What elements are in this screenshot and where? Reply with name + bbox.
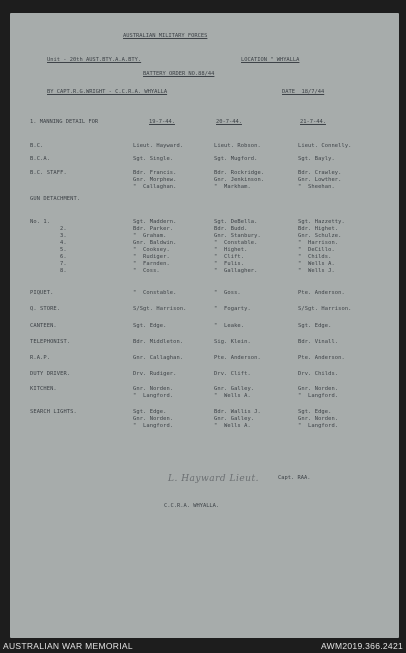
duty-cell [133, 323, 166, 330]
duty-entry: Sgt. Single. [133, 156, 174, 162]
row-label: B.C.A. [30, 156, 51, 162]
duty-cell [133, 156, 173, 163]
duty-cell [133, 339, 183, 346]
duty-cell [298, 306, 352, 313]
gun-number: 2. [60, 226, 67, 232]
row-label: No. 1. [30, 219, 51, 225]
duty-entry: Pte. Anderson. [298, 290, 345, 296]
duty-cell [214, 371, 251, 378]
duty-cell [133, 371, 177, 378]
duty-entry: Pte. Anderson. [298, 355, 345, 361]
duty-cell [298, 323, 331, 330]
date-col-1: 19-7-44. [149, 119, 175, 125]
duty-entry: Bdr. Middleton. [133, 339, 184, 345]
duty-cell [214, 355, 261, 362]
duty-entry: S/Sgt. Harrison. [133, 306, 187, 312]
duty-entry: " Callaghan. [133, 184, 177, 190]
duty-cell [133, 143, 183, 150]
duty-entry: Gnr. Norden. [133, 416, 174, 422]
duty-cell [214, 143, 261, 150]
duty-cell [133, 355, 183, 362]
duty-entry: Sgt. Edge. [298, 323, 332, 329]
duty-entry: Sgt. Edge. [133, 323, 167, 329]
duty-entry: " Langford. [298, 393, 339, 399]
row-label: R.A.P. [30, 355, 51, 361]
duty-entry: " Wells A. [214, 393, 251, 399]
row-label: TELEPHONIST. [30, 339, 71, 345]
duty-entry: " Clift. [214, 254, 245, 260]
duty-entry: Sig. Klein. [214, 339, 251, 345]
duty-entry: Lieut. Connelly. [298, 143, 352, 149]
duty-cell [298, 371, 338, 378]
duty-cell [298, 290, 345, 297]
gun-number: 8. [60, 268, 67, 274]
duty-entry: " Wells J. [298, 268, 335, 274]
duty-entry: Bdr. Francis. [133, 170, 177, 176]
duty-entry: Lieut. Hayward. [133, 143, 184, 149]
duty-cell [214, 156, 258, 163]
duty-entry: Lieut. Robson. [214, 143, 261, 149]
duty-entry: Bdr. Highet. [298, 226, 339, 232]
duty-entry: Gnr. Callaghan. [133, 355, 184, 361]
duty-cell [298, 386, 338, 400]
battery-order: BATTERY ORDER NO.88/44 [143, 71, 215, 77]
footer-accession: AWM2019.366.2421 [321, 641, 403, 651]
duty-entry: Drv. Clift. [214, 371, 251, 377]
signature-title: C.C.R.A. WHYALLA. [164, 503, 220, 509]
row-label: SEARCH LIGHTS. [30, 409, 77, 415]
duty-entry: Gnr. Norden. [298, 386, 339, 392]
duty-entry: S/Sgt. Harrison. [298, 306, 352, 312]
duty-cell [298, 219, 345, 275]
duty-entry: " Highet. [214, 247, 248, 253]
unit-line: Unit - 20th AUST.BTY.A.A.BTY. [47, 57, 142, 63]
duty-entry: Sgt. DeBella. [214, 219, 258, 225]
duty-cell [214, 219, 261, 275]
order-by: BY CAPT.R.G.WRIGHT - C.C.R.A. WHYALLA [47, 89, 168, 95]
duty-entry: " Constable. [133, 290, 177, 296]
duty-entry: Sgt. Edge. [298, 409, 332, 415]
duty-entry: Sgt. Maddern. [133, 219, 177, 225]
duty-cell [214, 409, 261, 430]
row-label: B.C. STAFF. [30, 170, 67, 176]
duty-entry: Bdr. Wallis J. [214, 409, 261, 415]
duty-cell [214, 306, 251, 313]
duty-entry: " Leake. [214, 323, 245, 329]
duty-entry: Gnr. Norden. [133, 386, 174, 392]
duty-cell [133, 386, 173, 400]
gun-number: 6. [60, 254, 67, 260]
manning-heading: 1. MANNING DETAIL FOR [30, 119, 99, 125]
duty-entry: " Markham. [214, 184, 251, 190]
duty-entry: Gnr. Baldwin. [133, 240, 177, 246]
duty-entry: Bdr. Crawley. [298, 170, 342, 176]
duty-cell [298, 170, 342, 191]
handwritten-signature: L. Hayward Lieut. [168, 474, 259, 484]
row-label: B.C. [30, 143, 44, 149]
duty-entry: " Coss. [133, 268, 160, 274]
duty-entry: Sgt. Mugford. [214, 156, 258, 162]
duty-entry: Gnr. Stanbury. [214, 233, 261, 239]
duty-entry: " Fulis. [214, 261, 245, 267]
location-line: LOCATION " WHYALLA [241, 57, 300, 63]
duty-entry: Bdr. Budd. [214, 226, 248, 232]
duty-entry: Gnr. Morphew. [133, 177, 177, 183]
duty-cell [298, 339, 338, 346]
row-label: GUN DETACHMENT. [30, 196, 81, 202]
duty-entry: Pte. Anderson. [214, 355, 261, 361]
duty-cell [214, 170, 264, 191]
duty-entry: " Constable. [214, 240, 258, 246]
row-label: DUTY DRIVER. [30, 371, 71, 377]
duty-entry: " Harrison. [298, 240, 339, 246]
duty-entry: " Langford. [298, 423, 339, 429]
duty-entry: Drv. Rudiger. [133, 371, 177, 377]
duty-entry: " Goss. [214, 290, 241, 296]
duty-cell [214, 386, 254, 400]
duty-entry: " Langford. [133, 423, 174, 429]
duty-cell [133, 290, 177, 297]
duty-entry: Bdr. Vinall. [298, 339, 339, 345]
duty-entry: Sgt. Hazzetty. [298, 219, 345, 225]
duty-entry: Gnr. Schulze. [298, 233, 342, 239]
document-sheet [10, 13, 399, 638]
duty-entry: Gnr. Galley. [214, 416, 255, 422]
duty-cell [214, 323, 244, 330]
gun-number: 3. [60, 233, 67, 239]
duty-entry: " Langford. [133, 393, 174, 399]
gun-number: 4. [60, 240, 67, 246]
duty-entry: Sgt. Edge. [133, 409, 167, 415]
row-label: KITCHEN. [30, 386, 57, 392]
date-col-2: 20-7-44. [216, 119, 242, 125]
duty-entry: " Fogarty. [214, 306, 251, 312]
duty-entry: " Sheehan. [298, 184, 335, 190]
duty-entry: " Childs. [298, 254, 332, 260]
row-label: Q. STORE. [30, 306, 61, 312]
duty-cell [298, 409, 338, 430]
document-title: AUSTRALIAN MILITARY FORCES [123, 33, 208, 39]
duty-cell [298, 355, 345, 362]
duty-entry: Sgt. Bayly. [298, 156, 335, 162]
duty-entry: " Rudiger. [133, 254, 170, 260]
duty-entry: " Cooksey. [133, 247, 170, 253]
duty-cell [298, 156, 335, 163]
duty-entry: Bdr. Rockridge. [214, 170, 265, 176]
gun-number: 7. [60, 261, 67, 267]
date-col-3: 21-7-44. [300, 119, 326, 125]
duty-entry: " DeCillo. [298, 247, 335, 253]
duty-entry: Gnr. Lowther. [298, 177, 342, 183]
duty-cell [298, 143, 352, 150]
row-label: PIQUET. [30, 290, 54, 296]
duty-entry: " Graham. [133, 233, 167, 239]
duty-cell [214, 339, 251, 346]
duty-entry: Bdr. Parker. [133, 226, 174, 232]
order-date: DATE 18/7/44 [282, 89, 325, 95]
duty-cell [133, 170, 177, 191]
duty-entry: " Wells A. [214, 423, 251, 429]
duty-entry: Gnr. Galley. [214, 386, 255, 392]
duty-entry: " Farnden. [133, 261, 170, 267]
duty-cell [214, 290, 241, 297]
duty-entry: " Wells A. [298, 261, 335, 267]
duty-entry: " Gallagher. [214, 268, 258, 274]
gun-number: 5. [60, 247, 67, 253]
duty-cell [133, 219, 177, 275]
duty-entry: Drv. Childs. [298, 371, 339, 377]
row-label: CANTEEN. [30, 323, 57, 329]
duty-entry: Gnr. Norden. [298, 416, 339, 422]
duty-cell [133, 409, 173, 430]
footer-source: AUSTRALIAN WAR MEMORIAL [3, 641, 133, 651]
duty-cell [133, 306, 187, 313]
signature-rank: Capt. RAA. [278, 475, 311, 481]
duty-entry: Gnr. Jenkinson. [214, 177, 265, 183]
